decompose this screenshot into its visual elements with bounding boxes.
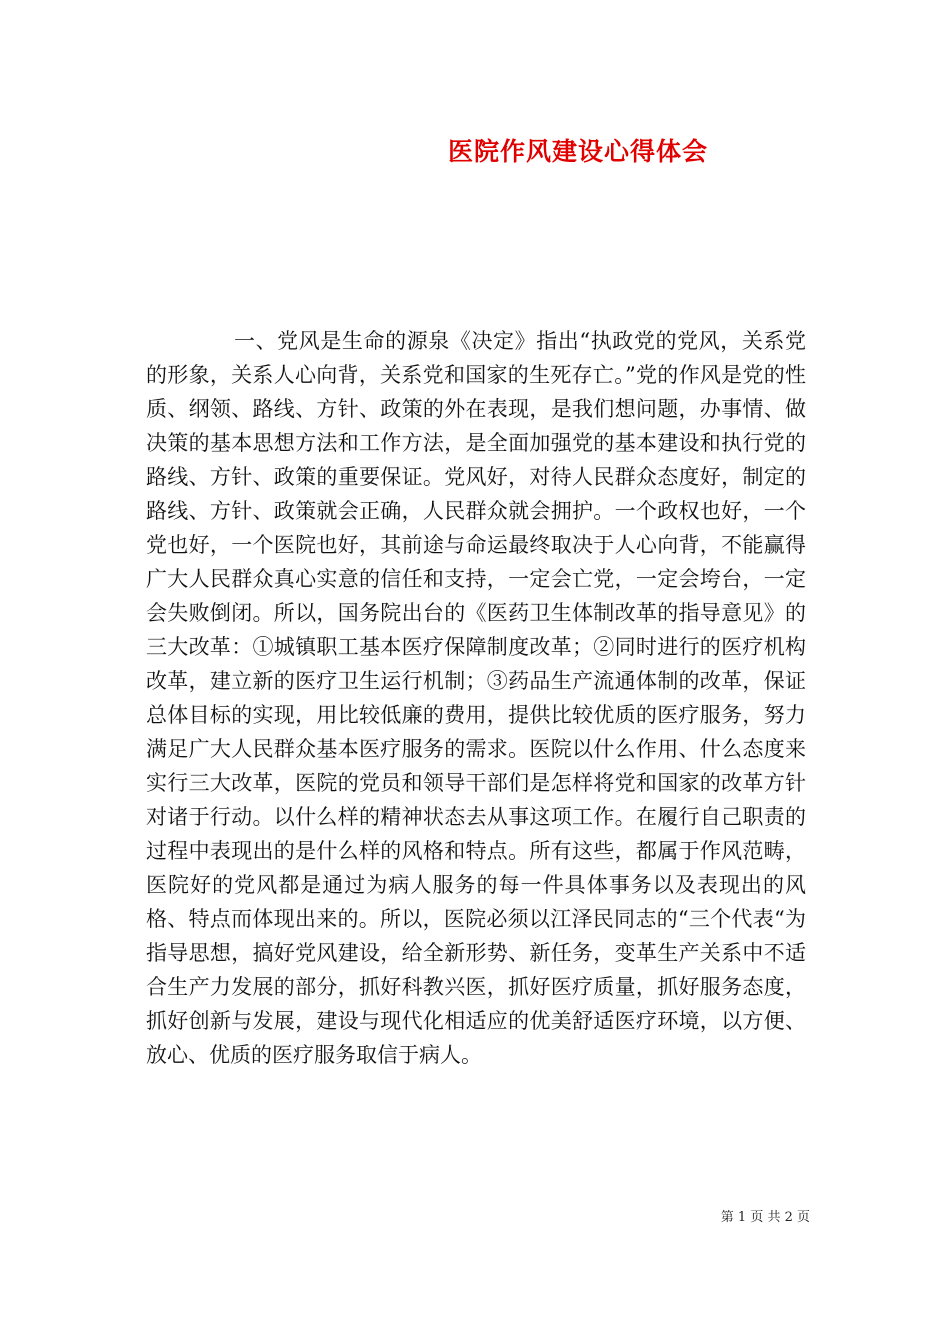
document-title: 医院作风建设心得体会 — [447, 137, 708, 166]
body-paragraph: 一、党风是生命的源泉《决定》指出“执政党的党风，关系党的形象，关系人心向背，关系党和国家的生死存亡。”党的作风是党的性质、纲领、路线、方针、政策的外在表现，是我们想问题，办事情、做决策的基本思想方法和工作方法，是全面加强党的基本建设和执行党的路线、方针、政策的重要保证。党风好，对待人民群众态度好，制定的路线、方针、政策就会正确，人民群众就会拥护。一个政权也好，一个党也好，一个医院也好，其前途与命运最终取决于人心向背，不能赢得广大人民群众真心实意的信任和支持，一定会亡党，一定会垮台，一定会失败倒闭。所以，国务院出台的《医药卫生体制改革的指导意见》的三大改革：①城镇职工基本医疗保障制度改革；②同时进行的医疗机构改革，建立新的医疗卫生运行机制；③药品生产流通体制的改革，保证总体目标的实现，用比较低廉的费用，提供比较优质的医疗服务，努力满足广大人民群众基本医疗服务的需求。医院以什么作用、什么态度来实行三大改革，医院的党员和领导干部们是怎样将党和国家的改革方针对诸于行动。以什么样的精神状态去从事这项工作。在履行自己职责的过程中表现出的是什么样的风格和特点。所有这些，都属于作风范畴，医院好的党风都是通过为病人服务的每一件具体事务以及表现出的风格、特点而体现出来的。所以，医院必须以江泽民同志的“三个代表“为指导思想，搞好党风建设，给全新形势、新任务，变革生产关系中不适合生产力发展的部分，抓好科教兴医，抓好医疗质量，抓好服务态度，抓好创新与发展，建设与现代化相适应的优美舒适医疗环境，以方便、放心、优质的医疗服务取信于病人。 — [146, 329, 806, 1067]
page-number: 第 1 页 共 2 页 — [720, 1210, 810, 1225]
